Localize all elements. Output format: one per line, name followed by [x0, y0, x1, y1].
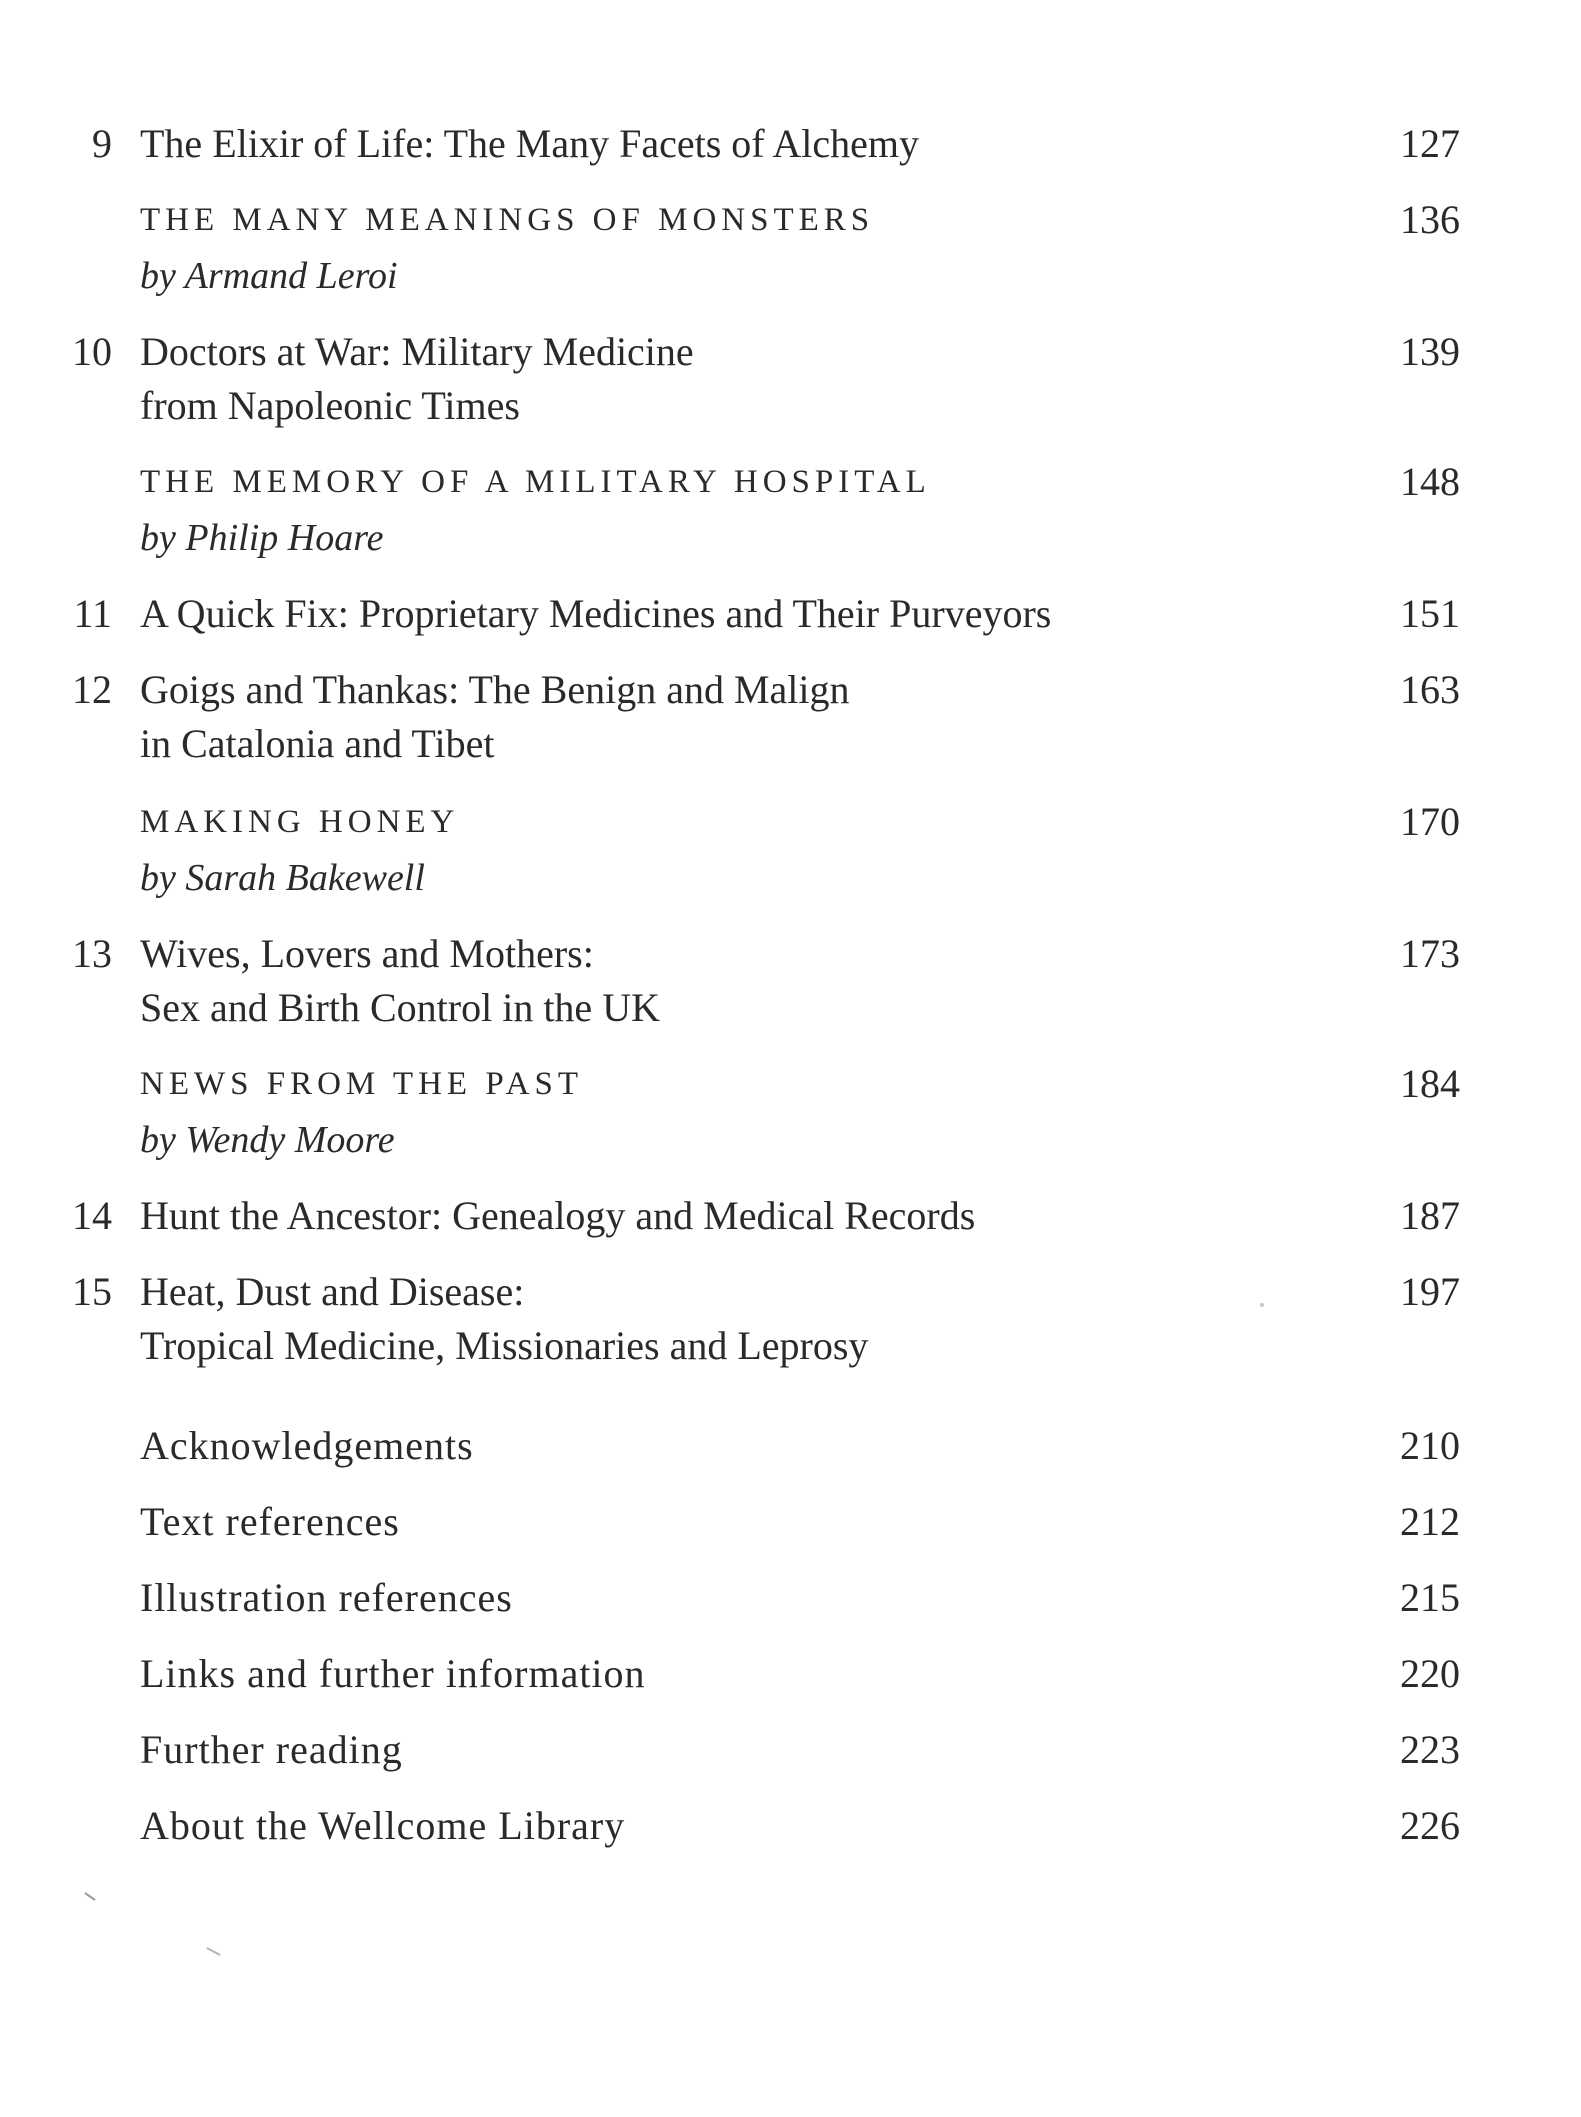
chapter-number: 10 [72, 329, 112, 374]
chapter-number: 11 [73, 591, 112, 636]
chapter-title: Heat, Dust and Disease: [140, 1269, 525, 1314]
back-matter-title: Further reading [140, 1727, 403, 1772]
page-number: 127 [1400, 121, 1460, 166]
scan-speck [85, 1893, 95, 1900]
essay-title: NEWS FROM THE PAST [140, 1066, 583, 1102]
chapter-number: 9 [92, 121, 112, 166]
page-number: 210 [1400, 1423, 1460, 1468]
scan-speck [207, 1948, 220, 1955]
chapter-number: 13 [72, 931, 112, 976]
page-number: 139 [1400, 329, 1460, 374]
chapter-title: Hunt the Ancestor: Genealogy and Medical Records [140, 1193, 976, 1238]
essay-author: by Wendy Moore [140, 1119, 395, 1161]
back-matter-title: Links and further information [140, 1651, 646, 1696]
page-number: 223 [1400, 1727, 1460, 1772]
back-matter-title: About the Wellcome Library [140, 1803, 626, 1848]
chapter-title-line-2: from Napoleonic Times [140, 383, 520, 428]
essay-author: by Philip Hoare [140, 517, 384, 559]
essay-title: THE MEMORY OF A MILITARY HOSPITAL [140, 464, 931, 500]
essay-title: MAKING HONEY [140, 804, 460, 840]
chapter-title-line-2: Sex and Birth Control in the UK [140, 985, 660, 1030]
essay-author: by Sarah Bakewell [140, 857, 425, 899]
page-number: 151 [1400, 591, 1460, 636]
chapter-title-line-2: in Catalonia and Tibet [140, 721, 495, 766]
chapter-title-line-2: Tropical Medicine, Missionaries and Leprosy [140, 1323, 869, 1368]
page-number: 226 [1400, 1803, 1460, 1848]
essay-title: THE MANY MEANINGS OF MONSTERS [140, 202, 875, 238]
essay-author: by Armand Leroi [140, 255, 398, 297]
page-number: 148 [1400, 459, 1460, 504]
page-number: 197 [1400, 1269, 1460, 1314]
chapter-title: Goigs and Thankas: The Benign and Malign [140, 667, 850, 712]
chapter-title: Doctors at War: Military Medicine [140, 329, 694, 374]
page-number: 212 [1400, 1499, 1460, 1544]
page-number: 215 [1400, 1575, 1460, 1620]
back-matter-title: Text references [140, 1499, 400, 1544]
chapter-number: 14 [72, 1193, 112, 1238]
chapter-number: 15 [72, 1269, 112, 1314]
chapter-number: 12 [72, 667, 112, 712]
chapter-title: A Quick Fix: Proprietary Medicines and Their Purveyors [140, 591, 1052, 636]
chapter-title: The Elixir of Life: The Many Facets of Alchemy [140, 121, 920, 166]
back-matter-title: Illustration references [140, 1575, 513, 1620]
page-number: 136 [1400, 197, 1460, 242]
page-number: 173 [1400, 931, 1460, 976]
chapter-title: Wives, Lovers and Mothers: [140, 931, 594, 976]
back-matter-title: Acknowledgements [140, 1423, 474, 1468]
page-number: 187 [1400, 1193, 1460, 1238]
page-number: 163 [1400, 667, 1460, 712]
page-number: 184 [1400, 1061, 1460, 1106]
page-number: 170 [1400, 799, 1460, 844]
page-number: 220 [1400, 1651, 1460, 1696]
